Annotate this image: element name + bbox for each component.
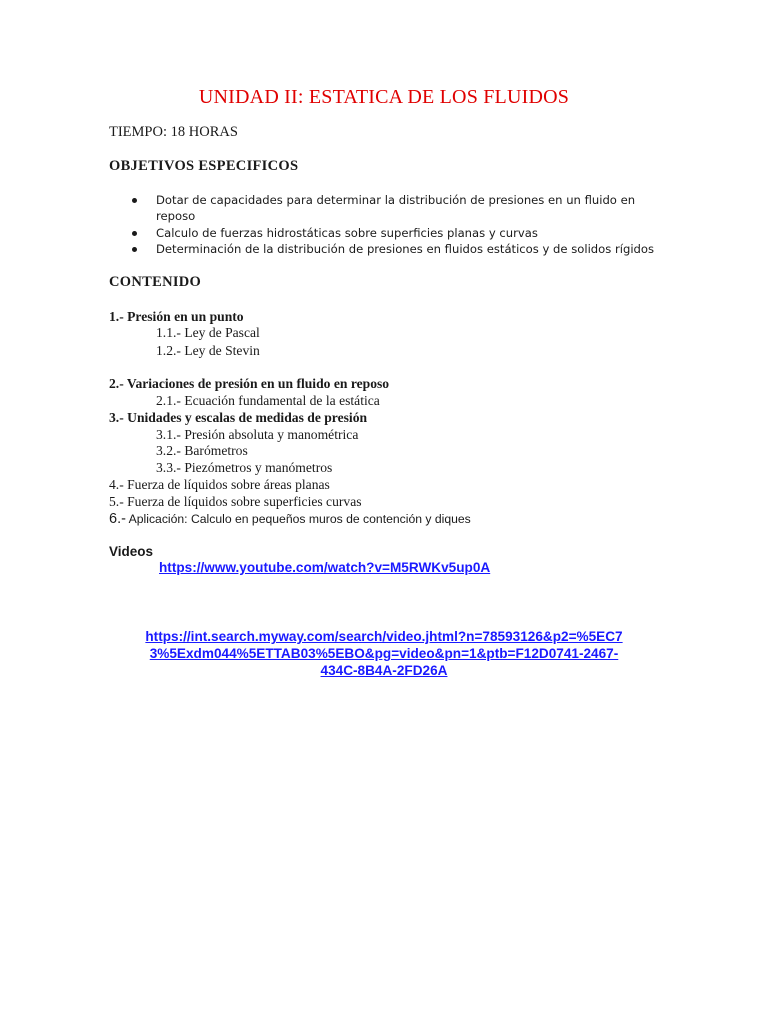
section-5: 5.- Fuerza de líquidos sobre superficies curvas	[109, 494, 362, 509]
section-2-1: 2.1.- Ecuación fundamental de la estática	[156, 393, 380, 408]
search-video-link[interactable]	[84, 628, 684, 679]
list-item	[132, 225, 672, 241]
search-video-link-line-3[interactable]: 434C-8B4A-2FD26A	[320, 663, 448, 678]
section-2-heading: 2.- Variaciones de presión en un fluido en reposo	[109, 376, 390, 391]
section-4: 4.- Fuerza de líquidos sobre áreas planas	[109, 477, 330, 492]
section-3-2: 3.2.- Barómetros	[156, 443, 248, 458]
section-3-3: 3.3.- Piezómetros y manómetros	[156, 460, 333, 475]
section-1-heading: 1.- Presión en un punto	[109, 309, 244, 324]
section-3-1: 3.1.- Presión absoluta y manométrica	[156, 427, 359, 442]
objetivos-heading: OBJETIVOS ESPECIFICOS	[109, 158, 299, 174]
search-video-link-line-1[interactable]: https://int.search.myway.com/search/video.jhtml?n=78593126&p2=%5EC7	[145, 629, 623, 644]
list-item	[132, 241, 672, 257]
search-video-link-block	[84, 628, 684, 679]
list-item	[132, 192, 672, 225]
list-item-text: Dotar de capacidades para determinar la distribución de presiones en un fluido en reposo	[156, 193, 636, 224]
page-title: UNIDAD II: ESTATICA DE LOS FLUIDOS	[198, 86, 570, 108]
videos-heading: Videos	[109, 544, 154, 559]
search-video-link-line-2[interactable]: 3%5Exdm044%5ETTAB03%5EBO&pg=video&pn=1&ptb=F12D0741-2467-	[149, 646, 619, 661]
tiempo-text: TIEMPO: 18 HORAS	[109, 124, 238, 140]
bullet-icon	[132, 198, 137, 203]
section-6-number: 6.-	[109, 511, 126, 527]
section-6-text: Aplicación: Calculo en pequeños muros de contención y diques	[125, 512, 471, 526]
section-3-heading: 3.- Unidades y escalas de medidas de presión	[109, 410, 368, 425]
youtube-link[interactable]: https://www.youtube.com/watch?v=M5RWKv5up0A	[159, 560, 491, 575]
bullet-icon	[132, 231, 137, 236]
bullet-icon	[132, 247, 137, 252]
section-1-1: 1.1.- Ley de Pascal	[156, 325, 260, 340]
contenido-heading: CONTENIDO	[109, 274, 202, 290]
section-6	[109, 511, 471, 527]
section-1-2: 1.2.- Ley de Stevin	[156, 343, 260, 358]
objetivos-list	[132, 192, 672, 258]
list-item-text: Calculo de fuerzas hidrostáticas sobre superficies planas y curvas	[156, 225, 538, 240]
list-item-text: Determinación de la distribución de presiones en fluidos estáticos y de solidos rígidos	[156, 242, 655, 257]
